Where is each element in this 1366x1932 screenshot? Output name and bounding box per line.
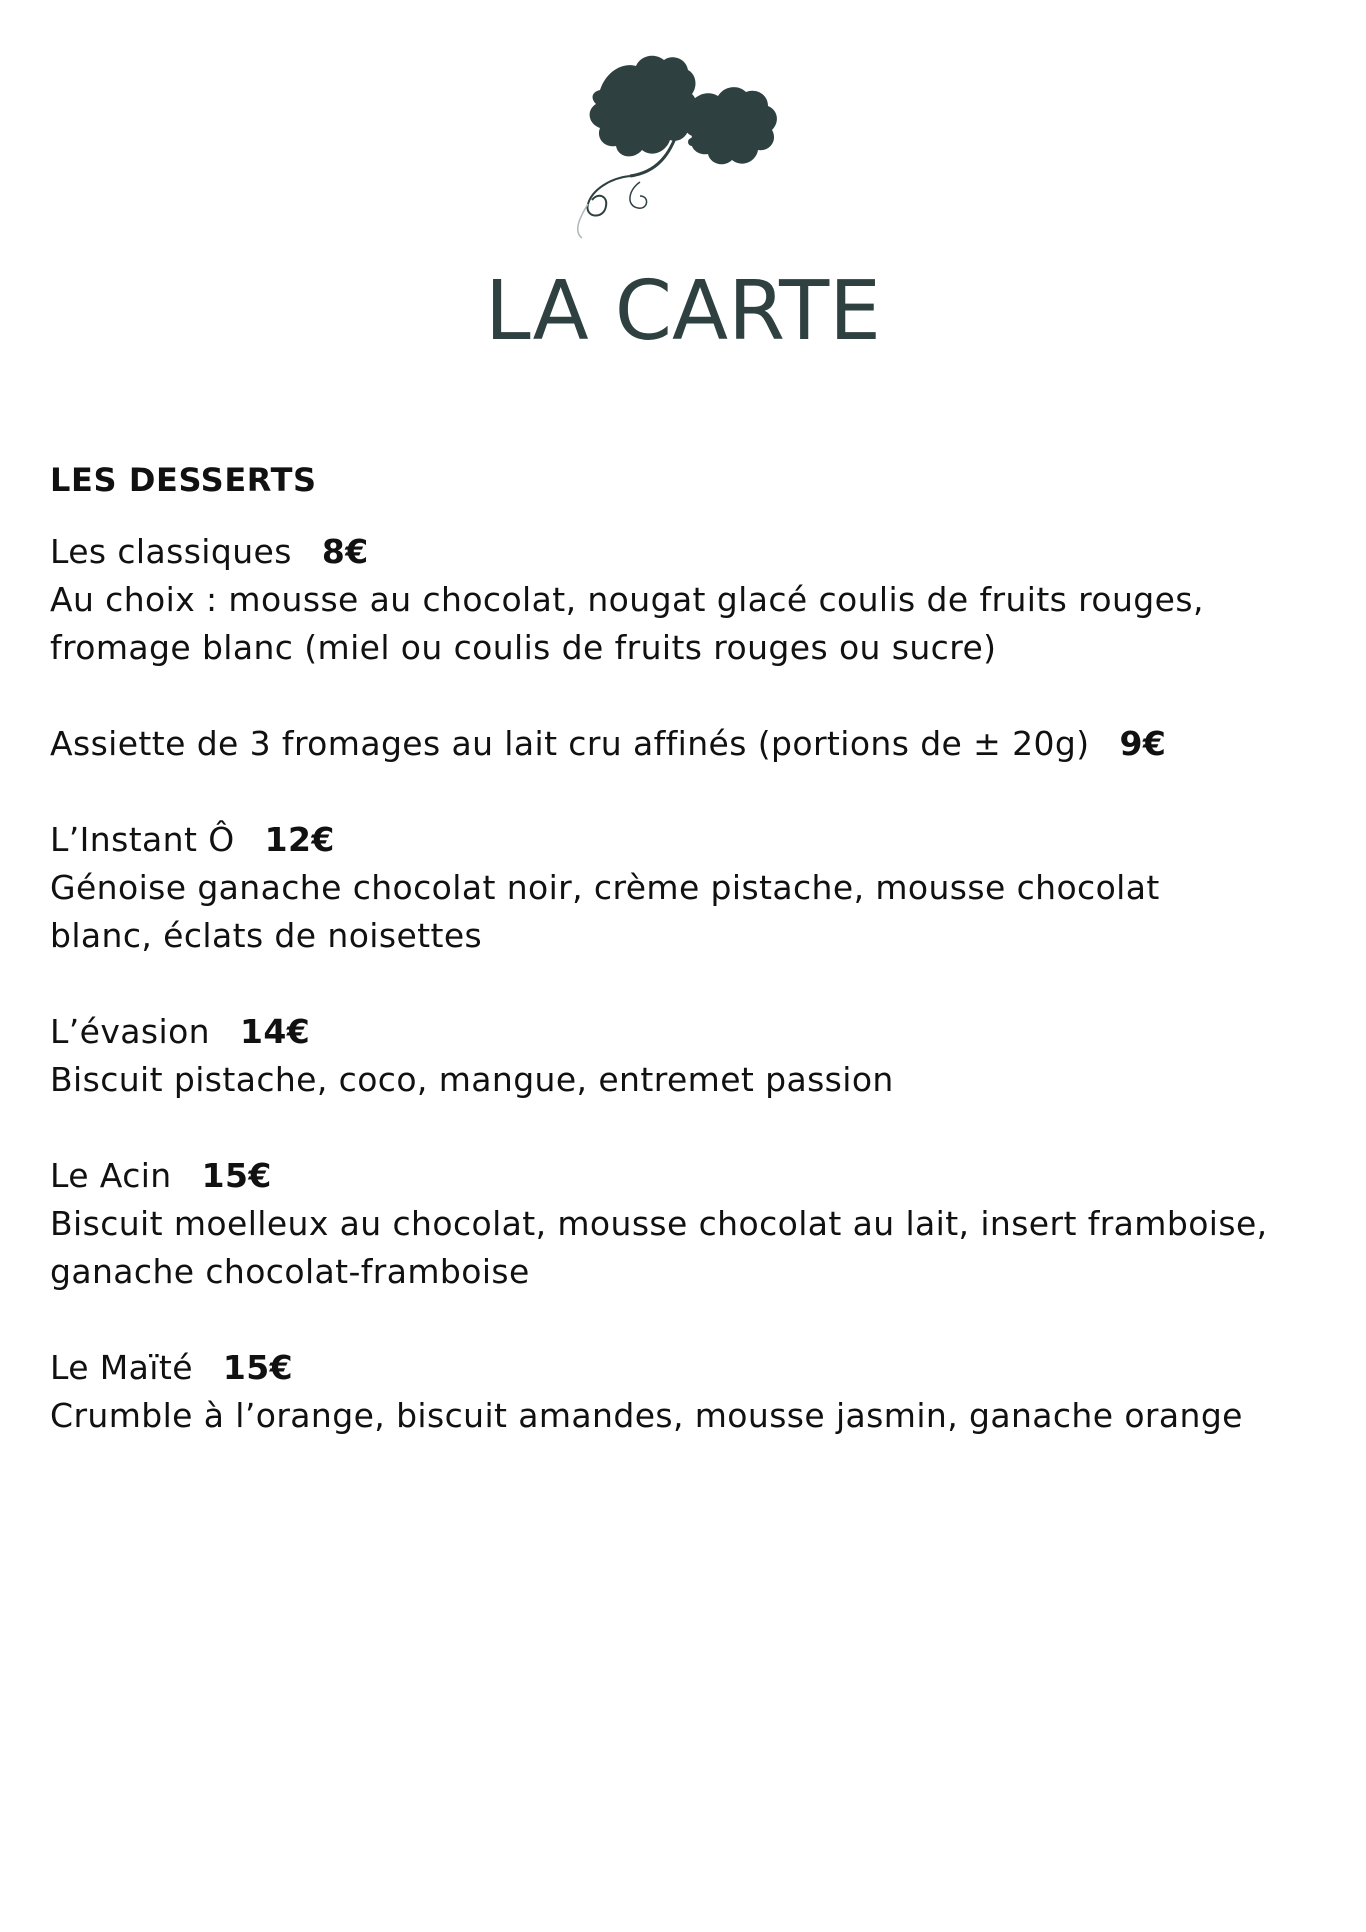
menu-item-description xyxy=(50,864,1340,960)
menu-item-name: Assiette de 3 fromages au lait cru affinés (portions de ± 20g) xyxy=(50,724,1090,763)
menu-item xyxy=(50,1344,1340,1440)
menu-item xyxy=(50,1008,1340,1104)
menu-item-description-line: Au choix : mousse au chocolat, nougat glacé coulis de fruits rouges, xyxy=(50,580,1204,619)
menu-item-header xyxy=(50,1152,1340,1200)
menu-item-description-line: blanc, éclats de noisettes xyxy=(50,916,483,955)
menu-item-description xyxy=(50,1392,1340,1440)
menu-item xyxy=(50,720,1340,768)
menu-item-description-line: Crumble à l’orange, biscuit amandes, mousse jasmin, ganache orange xyxy=(50,1396,1243,1435)
menu-item-name: Le Acin xyxy=(50,1156,172,1195)
menu-item-price: 14€ xyxy=(240,1012,311,1051)
page-title: LA CARTE xyxy=(485,264,881,359)
menu-item-name: L’Instant Ô xyxy=(50,820,235,859)
menu-item-header xyxy=(50,528,1340,576)
menu-item-price: 8€ xyxy=(321,532,369,571)
menu-item xyxy=(50,1152,1340,1296)
menu-item-description-line: fromage blanc (miel ou coulis de fruits rouges ou sucre) xyxy=(50,628,997,667)
menu-item-header xyxy=(50,720,1340,768)
menu-item-name: Les classiques xyxy=(50,532,292,571)
menu-item-header xyxy=(50,816,1340,864)
menu-item-description-line: Biscuit pistache, coco, mangue, entremet passion xyxy=(50,1060,894,1099)
menu-item xyxy=(50,816,1340,960)
menu-item-description xyxy=(50,1056,1340,1104)
menu-item-header xyxy=(50,1008,1340,1056)
menu-item-price: 12€ xyxy=(264,820,335,859)
menu-item-description xyxy=(50,576,1340,672)
menu-item-price: 15€ xyxy=(222,1348,293,1387)
menu-item-name: Le Maïté xyxy=(50,1348,193,1387)
menu-item-description-line: Biscuit moelleux au chocolat, mousse chocolat au lait, insert framboise, xyxy=(50,1204,1268,1243)
menu-content xyxy=(50,458,1340,1488)
menu-item xyxy=(50,528,1340,672)
menu-item-description-line: ganache chocolat-framboise xyxy=(50,1252,530,1291)
menu-item-name: L’évasion xyxy=(50,1012,210,1051)
menu-item-description-line: Génoise ganache chocolat noir, crème pistache, mousse chocolat xyxy=(50,868,1160,907)
grape-leaf-vine-icon xyxy=(570,50,810,240)
menu-item-description xyxy=(50,1200,1340,1296)
menu-item-header xyxy=(50,1344,1340,1392)
menu-item-price: 9€ xyxy=(1119,724,1167,763)
menu-item-price: 15€ xyxy=(201,1156,272,1195)
section-title: LES DESSERTS xyxy=(50,461,317,499)
